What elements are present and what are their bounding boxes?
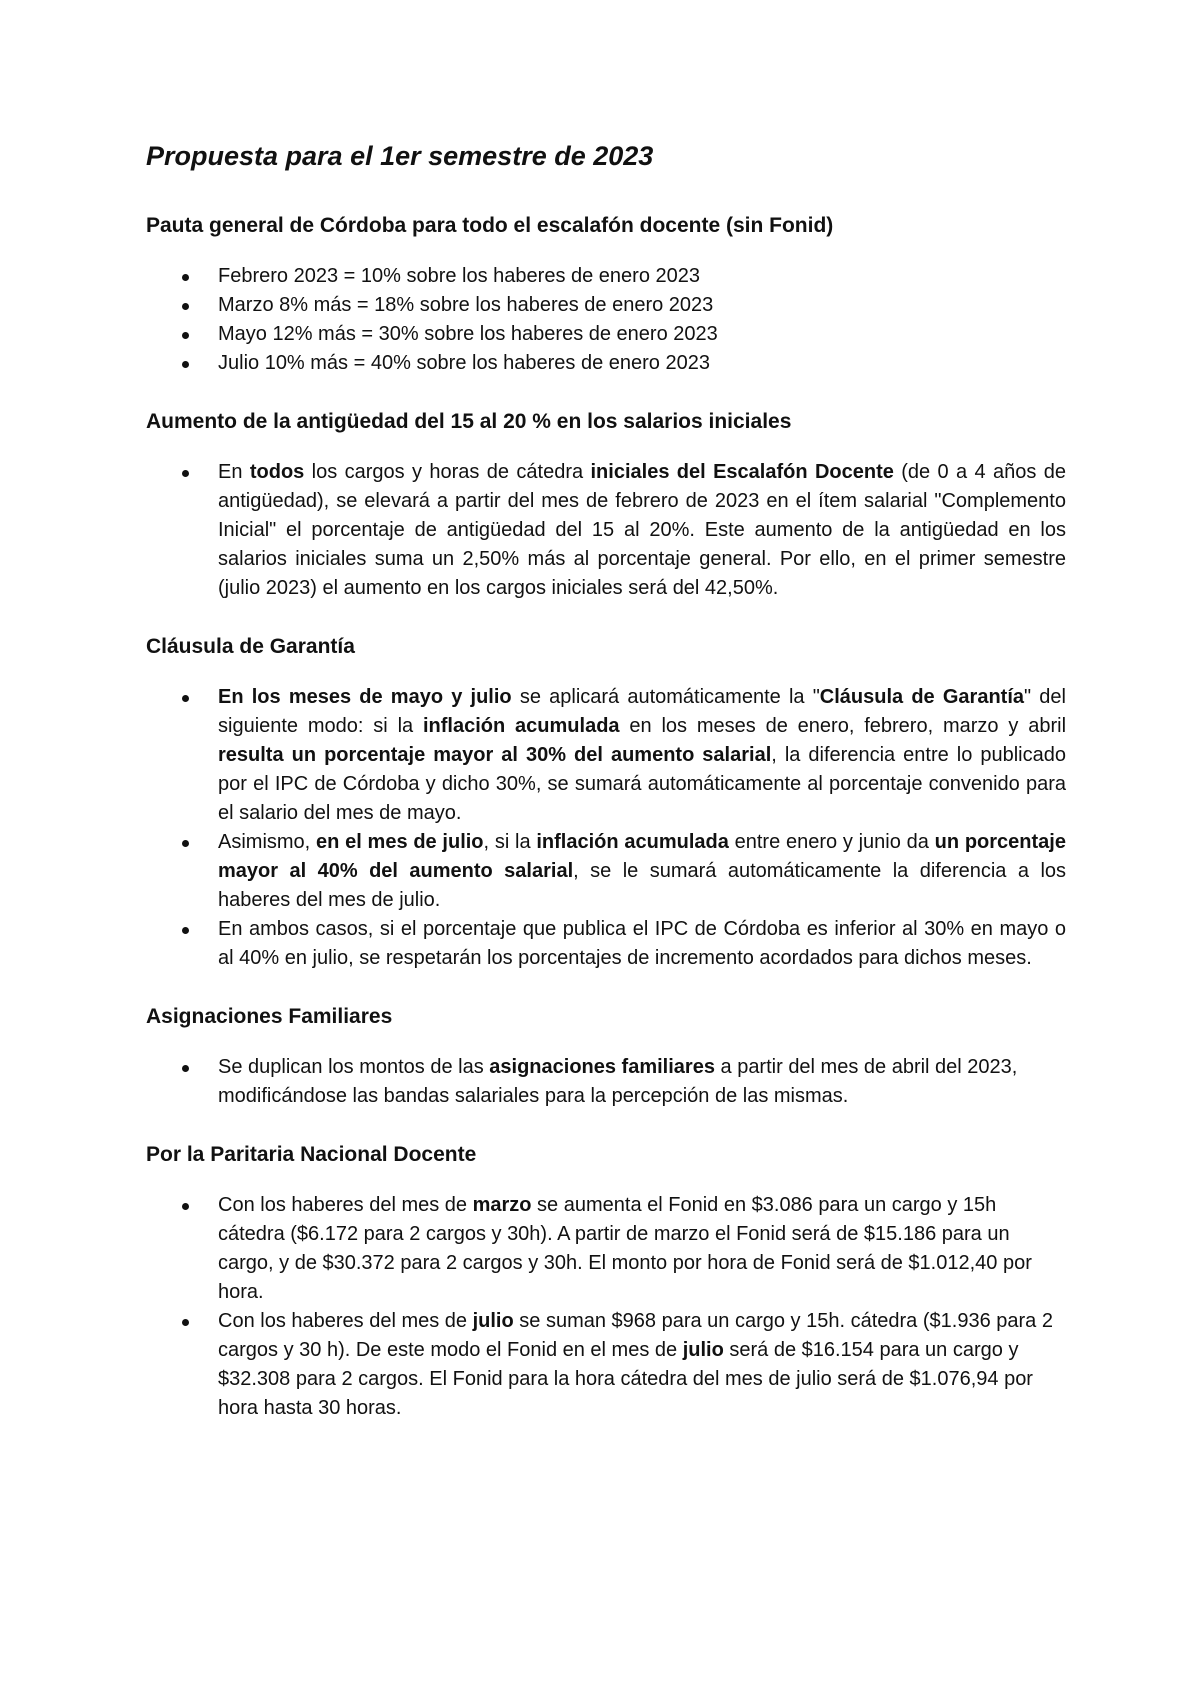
sections-container [146,212,1066,1423]
document-body [146,138,1066,1453]
text-run: Febrero 2023 = 10% sobre los haberes de enero 2023 [218,265,701,287]
text-run: los cargos y horas de cátedra [304,461,591,483]
bullet-icon [182,1319,189,1326]
section-heading: Cláusula de Garantía [146,635,355,658]
bold-text: asignaciones familiares [489,1056,715,1078]
document-title: Propuesta para el 1er semestre de 2023 [146,141,654,171]
text-run: será de $16.154 para un cargo y $32.308 para 2 cargos. El Fonid para la hora cátedra del mes de julio será de $1.076,94 por hora hasta 30 horas. [218,1339,1033,1419]
bullet-icon [182,927,189,934]
text-run: se suman $968 para un cargo y 15h. cátedra ($1.936 para 2 cargos y 30 h). De este modo el Fonid en el mes de [218,1310,1053,1361]
text-run: Con los haberes del mes de [218,1310,473,1332]
text-run: " del siguiente modo: si la [218,686,1066,737]
bold-text: julio [682,1339,724,1361]
text-run: , se le sumará automáticamente la diferencia a los haberes del mes de julio. [218,860,1067,911]
section-heading: Asignaciones Familiares [146,1005,393,1028]
list-item [146,262,1066,291]
text-run: , si la [483,831,537,853]
bold-text: Cláusula de Garantía [819,686,1025,708]
bold-text: resulta un porcentaje mayor al 30% del aumento salarial [218,744,772,766]
text-run: En [218,461,250,483]
text-run: se aplicará automáticamente la " [511,686,820,708]
list-item [146,458,1066,603]
text-run: a partir del mes de abril del 2023, modificándose las bandas salariales para la percepción de las mismas. [218,1056,1018,1107]
bullet-icon [182,1203,189,1210]
bullet-list [146,458,1066,603]
text-run: En ambos casos, si el porcentaje que publica el IPC de Córdoba es inferior al 30% en mayo o al 40% en julio, se respetarán los porcentajes de incremento acordados para dichos meses. [218,918,1066,969]
bold-text: marzo [472,1194,532,1216]
bullet-icon [182,274,189,281]
list-item [146,349,1066,378]
bold-text: todos [249,461,305,483]
text-run: Asimismo, [218,831,316,853]
list-item [146,683,1066,828]
bold-text: inflación acumulada [423,715,620,737]
text-run: , la diferencia entre lo publicado por el IPC de Córdoba y dicho 30%, se sumará automáticamente al porcentaje convenido para el salario del mes de mayo. [218,744,1066,824]
bullet-icon [182,303,189,310]
text-run: Mayo 12% más = 30% sobre los haberes de enero 2023 [218,323,718,345]
bullet-list [146,683,1066,973]
bold-text: en el mes de julio [316,831,484,853]
bullet-list [146,1191,1066,1423]
text-run: Se duplican los montos de las [218,1056,490,1078]
list-item [146,1307,1066,1423]
section-heading: Por la Paritaria Nacional Docente [146,1143,477,1166]
section-heading: Pauta general de Córdoba para todo el escalafón docente (sin Fonid) [146,214,834,237]
bold-text: inflación acumulada [536,831,729,853]
text-run: Con los haberes del mes de [218,1194,473,1216]
list-item [146,915,1066,973]
text-run: entre enero y junio da [728,831,935,853]
list-item [146,1191,1066,1307]
list-item [146,1053,1066,1111]
bullet-icon [182,840,189,847]
text-run: Marzo 8% más = 18% sobre los haberes de enero 2023 [218,294,714,316]
bold-text: julio [472,1310,514,1332]
bullet-icon [182,332,189,339]
list-item [146,320,1066,349]
text-run: Julio 10% más = 40% sobre los haberes de enero 2023 [218,352,710,374]
section-heading: Aumento de la antigüedad del 15 al 20 % en los salarios iniciales [146,410,792,433]
bullet-icon [182,1065,189,1072]
list-item [146,291,1066,320]
text-run: (de 0 a 4 años de antigüedad), se elevará a partir del mes de febrero de 2023 en el ítem salarial "Complemento Inicial" el porcentaje de antigüedad del 15 al 20%. Este aumento de la antigüedad en los salarios iniciales suma un 2,50% más al porcentaje general. Por ello, en el primer semestre (julio 2023) el aumento en los cargos iniciales será del 42,50%. [218,461,1067,599]
bullet-icon [182,470,189,477]
bullet-list [146,262,1066,378]
bullet-list [146,1053,1066,1111]
bold-text: un porcentaje mayor al 40% del aumento salarial [218,831,1066,882]
bullet-icon [182,361,189,368]
bullet-icon [182,695,189,702]
bold-text: iniciales del Escalafón Docente [590,461,894,483]
text-run: en los meses de enero, febrero, marzo y abril [619,715,1067,737]
text-run: se aumenta el Fonid en $3.086 para un cargo y 15h cátedra ($6.172 para 2 cargos y 30h). A partir de marzo el Fonid será de $15.186 para un cargo, y de $30.372 para 2 cargos y 30h. El monto por hora de Fonid será de $1.012,40 por hora. [218,1194,1032,1303]
bold-text: En los meses de mayo y julio [218,686,512,708]
list-item [146,828,1066,915]
